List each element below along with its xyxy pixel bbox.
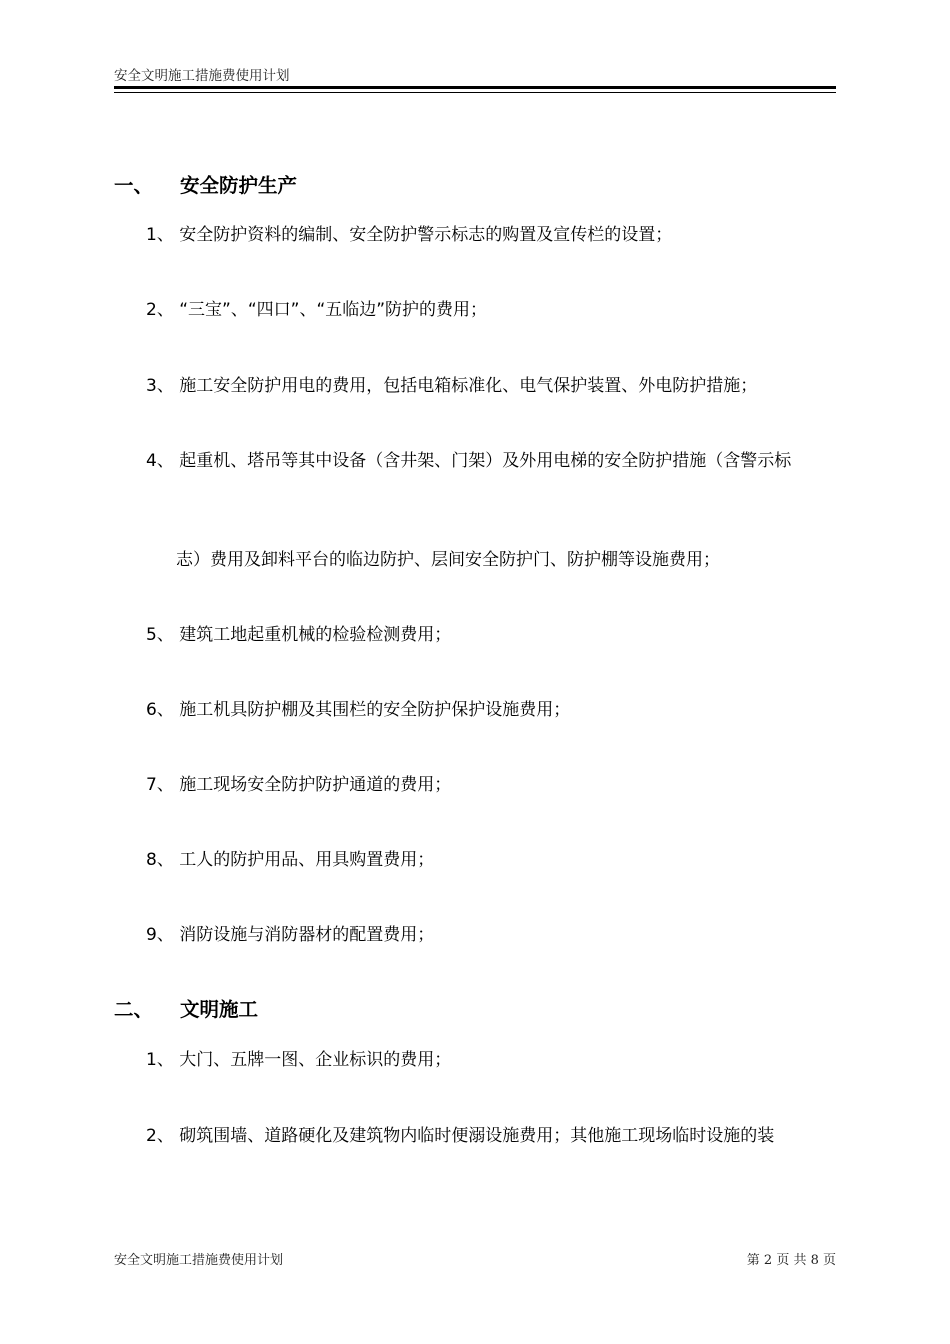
list-item: 6、 施工机具防护棚及其围栏的安全防护保护设施费用； <box>146 700 571 720</box>
section-number: 二、 <box>114 998 154 1021</box>
list-item: 7、 施工现场安全防护防护通道的费用； <box>146 775 452 795</box>
page-number: 第 2 页 共 8 页 <box>746 1253 836 1268</box>
section-number: 一、 <box>114 174 154 197</box>
header-rule-thick <box>114 86 836 89</box>
section-title: 安全防护生产 <box>180 174 298 197</box>
list-item: 8、 工人的防护用品、用具购置费用； <box>146 850 435 870</box>
header-title: 安全文明施工措施费使用计划 <box>114 68 290 84</box>
list-item: 1、 安全防护资料的编制、安全防护警示标志的购置及宣传栏的设置； <box>146 225 673 245</box>
list-item: 2、 “三宝”、“四口”、“五临边”防护的费用； <box>146 300 488 320</box>
list-item: 5、 建筑工地起重机械的检验检测费用； <box>146 625 452 645</box>
list-item-continuation: 志）费用及卸料平台的临边防护、层间安全防护门、防护棚等设施费用； <box>176 550 720 570</box>
list-item: 1、 大门、五牌一图、企业标识的费用； <box>146 1050 452 1070</box>
section-title: 文明施工 <box>180 998 259 1021</box>
list-item: 4、 起重机、塔吊等其中设备（含井架、门架）及外用电梯的安全防护措施（含警示标 <box>146 451 792 471</box>
list-item: 3、 施工安全防护用电的费用，包括电箱标准化、电气保护装置、外电防护措施； <box>146 376 758 396</box>
list-item: 2、 砌筑围墙、道路硬化及建筑物内临时便溺设施费用；其他施工现场临时设施的装 <box>146 1126 775 1146</box>
footer-title: 安全文明施工措施费使用计划 <box>114 1253 284 1268</box>
list-item: 9、 消防设施与消防器材的配置费用； <box>146 925 435 945</box>
header-rule-thin <box>114 92 836 93</box>
